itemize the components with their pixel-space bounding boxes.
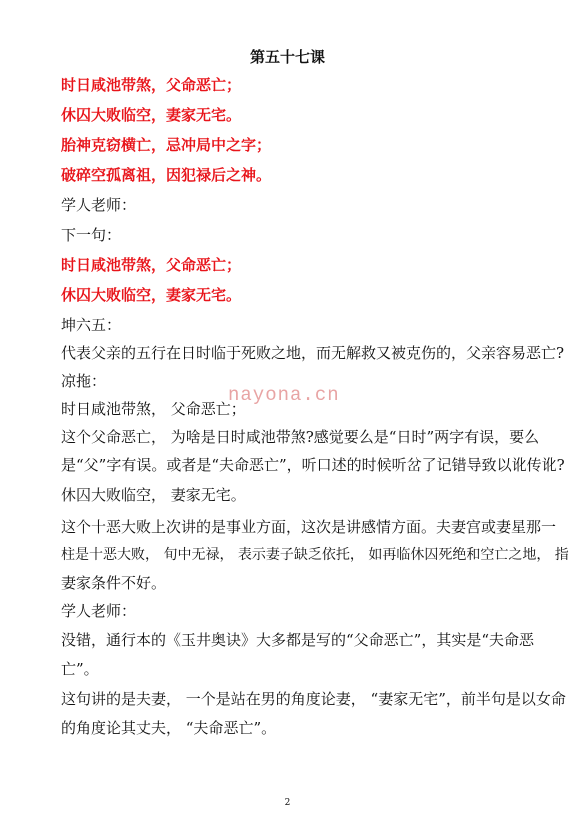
next-line-label: 下一句： <box>61 226 122 244</box>
paragraph-line: 妻家条件不好。 <box>61 574 167 592</box>
page-number: 2 <box>284 798 291 808</box>
speaker-label: 学人老师： <box>61 196 137 214</box>
paragraph-line: 没错，通行本的《玉井奥诀》大多都是写的“父命恶亡”，其实是“夫命恶 <box>61 631 535 649</box>
verse-line-2: 休囚大败临空，妻家无宅。 <box>61 106 242 124</box>
paragraph-line: 这个十恶大败上次讲的是事业方面，这次是讲感情方面。夫妻宫或妻星那一 <box>61 518 557 536</box>
verse-line-3: 胎神克窃横亡，忌冲局中之字； <box>61 136 272 154</box>
verse-line-4: 破碎空孤离祖，因犯禄后之神。 <box>61 166 272 184</box>
question-text: 代表父亲的五行在日时临于死败之地，而无解救又被克伤的，父亲容易恶亡? <box>61 344 565 362</box>
quote-line: 休囚大败临空， 妻家无宅。 <box>61 486 246 504</box>
paragraph-line: 柱是十恶大败， 旬中无禄， 表示妻子缺乏依托， 如再临休囚死绝和空亡之地， 指 <box>61 547 569 563</box>
paragraph-line: 这句讲的是夫妻， 一个是站在男的角度论妻， “妻家无宅”，前半句是以女命 <box>61 690 566 708</box>
verse-next-line-2: 休囚大败临空，妻家无宅。 <box>61 286 242 304</box>
quote-line: 时日咸池带煞， 父命恶亡； <box>61 400 246 418</box>
paragraph-line: 的角度论其丈夫， “夫命恶亡”。 <box>61 719 277 737</box>
watermark: nayona.cn <box>228 384 340 406</box>
speaker-label: 学人老师： <box>61 602 137 620</box>
speaker-label: 凉拖： <box>61 372 107 390</box>
paragraph-line: 亡”。 <box>61 660 99 678</box>
paragraph-line: 是“父”字有误。或者是“夫命恶亡”，听口述的时候听岔了记错导致以讹传讹? <box>61 456 565 474</box>
paragraph-line: 这个父命恶亡， 为啥是日时咸池带煞?感觉要么是“日时”两字有误，要么 <box>61 428 540 446</box>
page-title: 第五十七课 <box>249 48 325 66</box>
verse-next-line-1: 时日咸池带煞，父命恶亡； <box>61 256 242 274</box>
speaker-label: 坤六五： <box>61 316 122 334</box>
verse-line-1: 时日咸池带煞，父命恶亡； <box>61 76 242 94</box>
